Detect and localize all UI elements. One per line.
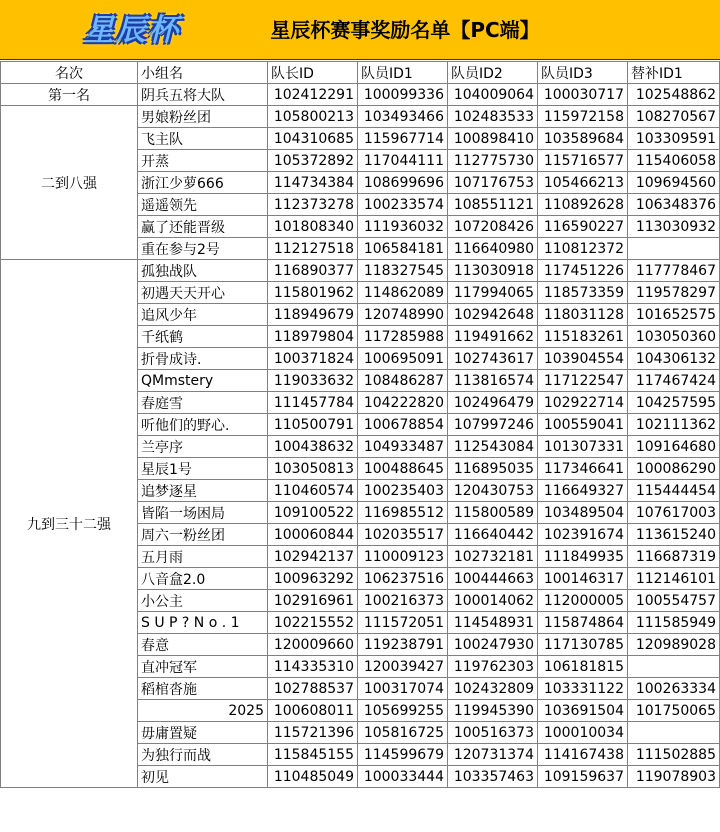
sub-id1-cell	[628, 722, 720, 744]
captain-id-cell: 100438632	[268, 436, 358, 458]
captain-id-cell: 100963292	[268, 568, 358, 590]
member-id3-cell: 102391674	[538, 524, 628, 546]
member-id1-cell: 106584181	[358, 238, 448, 260]
member-id2-cell: 112775730	[448, 150, 538, 172]
member-id3-cell: 100030717	[538, 84, 628, 106]
captain-id-cell: 100060844	[268, 524, 358, 546]
award-table	[0, 61, 720, 788]
sub-id1-cell	[628, 656, 720, 678]
team-name-cell: 浙江少萝666	[138, 172, 268, 194]
member-id2-cell: 100247930	[448, 634, 538, 656]
member-id3-cell: 117130785	[538, 634, 628, 656]
member-id1-cell: 120748990	[358, 304, 448, 326]
team-name-cell: 为独行而战	[138, 744, 268, 766]
captain-id-cell: 102788537	[268, 678, 358, 700]
member-id2-cell: 108551121	[448, 194, 538, 216]
member-id2-cell: 100014062	[448, 590, 538, 612]
sub-id1-cell: 112146101	[628, 568, 720, 590]
header-sub-id1: 替补ID1	[628, 62, 720, 84]
member-id3-cell: 105466213	[538, 172, 628, 194]
member-id1-cell: 103493466	[358, 106, 448, 128]
member-id1-cell: 100235403	[358, 480, 448, 502]
member-id1-cell: 100233574	[358, 194, 448, 216]
sub-id1-cell: 117778467	[628, 260, 720, 282]
captain-id-cell: 118949679	[268, 304, 358, 326]
sub-id1-cell: 119578297	[628, 282, 720, 304]
member-id1-cell: 114862089	[358, 282, 448, 304]
member-id3-cell: 103489504	[538, 502, 628, 524]
team-name-cell: QMmstery	[138, 370, 268, 392]
sub-id1-cell: 104306132	[628, 348, 720, 370]
member-id1-cell: 104222820	[358, 392, 448, 414]
member-id2-cell: 114548931	[448, 612, 538, 634]
captain-id-cell: 104310685	[268, 128, 358, 150]
captain-id-cell: 114734384	[268, 172, 358, 194]
member-id1-cell: 114599679	[358, 744, 448, 766]
member-id2-cell: 107997246	[448, 414, 538, 436]
captain-id-cell: 115721396	[268, 722, 358, 744]
captain-id-cell: 103050813	[268, 458, 358, 480]
member-id1-cell: 105699255	[358, 700, 448, 722]
team-name-cell: 春庭雪	[138, 392, 268, 414]
team-name-cell: 皆陷一场困局	[138, 502, 268, 524]
captain-id-cell: 119033632	[268, 370, 358, 392]
member-id3-cell: 117346641	[538, 458, 628, 480]
member-id1-cell: 110009123	[358, 546, 448, 568]
captain-id-cell: 118979804	[268, 326, 358, 348]
sub-id1-cell: 102111362	[628, 414, 720, 436]
member-id2-cell: 119945390	[448, 700, 538, 722]
team-name-cell: 直冲冠军	[138, 656, 268, 678]
captain-id-cell: 109100522	[268, 502, 358, 524]
rank-cell: 二到八强	[1, 106, 138, 260]
member-id1-cell: 117285988	[358, 326, 448, 348]
team-name-cell: 追梦逐星	[138, 480, 268, 502]
member-id3-cell: 103691504	[538, 700, 628, 722]
sub-id1-cell: 107617003	[628, 502, 720, 524]
captain-id-cell: 110500791	[268, 414, 358, 436]
team-name-cell: 春意	[138, 634, 268, 656]
member-id1-cell: 104933487	[358, 436, 448, 458]
captain-id-cell: 105372892	[268, 150, 358, 172]
team-name-cell: 稻棺沓施	[138, 678, 268, 700]
member-id3-cell: 115716577	[538, 150, 628, 172]
sub-id1-cell: 102548862	[628, 84, 720, 106]
member-id1-cell: 100099336	[358, 84, 448, 106]
member-id3-cell: 117451226	[538, 260, 628, 282]
rank-cell: 第一名	[1, 84, 138, 106]
member-id2-cell: 117994065	[448, 282, 538, 304]
member-id1-cell: 102035517	[358, 524, 448, 546]
member-id2-cell: 113030918	[448, 260, 538, 282]
member-id1-cell: 100678854	[358, 414, 448, 436]
rank-cell: 九到三十二强	[1, 260, 138, 788]
sub-id1-cell: 119078903	[628, 766, 720, 788]
member-id3-cell: 115972158	[538, 106, 628, 128]
member-id3-cell: 115874864	[538, 612, 628, 634]
member-id2-cell: 104009064	[448, 84, 538, 106]
member-id3-cell: 103331122	[538, 678, 628, 700]
team-name-cell: 开蒸	[138, 150, 268, 172]
member-id2-cell: 102942648	[448, 304, 538, 326]
member-id1-cell: 111572051	[358, 612, 448, 634]
team-name-cell: 初遇天天开心	[138, 282, 268, 304]
member-id1-cell: 100216373	[358, 590, 448, 612]
member-id1-cell: 116985512	[358, 502, 448, 524]
member-id3-cell: 101307331	[538, 436, 628, 458]
header-row	[1, 62, 720, 84]
table-row	[1, 260, 720, 282]
sub-id1-cell: 100263334	[628, 678, 720, 700]
table-row	[1, 106, 720, 128]
member-id2-cell: 102743617	[448, 348, 538, 370]
member-id3-cell: 106181815	[538, 656, 628, 678]
member-id3-cell: 116590227	[538, 216, 628, 238]
member-id3-cell: 100010034	[538, 722, 628, 744]
member-id3-cell: 111849935	[538, 546, 628, 568]
member-id2-cell: 100898410	[448, 128, 538, 150]
team-name-cell: 男娘粉丝团	[138, 106, 268, 128]
member-id1-cell: 120039427	[358, 656, 448, 678]
captain-id-cell: 102942137	[268, 546, 358, 568]
member-id2-cell: 119491662	[448, 326, 538, 348]
captain-id-cell: 112127518	[268, 238, 358, 260]
team-name-cell: 遥遥领先	[138, 194, 268, 216]
team-name-cell: 兰亭序	[138, 436, 268, 458]
captain-id-cell: 114335310	[268, 656, 358, 678]
header-captain-id: 队长ID	[268, 62, 358, 84]
header-team: 小组名	[138, 62, 268, 84]
sub-id1-cell: 111502885	[628, 744, 720, 766]
member-id3-cell: 100146317	[538, 568, 628, 590]
team-name-cell: 小公主	[138, 590, 268, 612]
captain-id-cell: 115801962	[268, 282, 358, 304]
sub-id1-cell: 120989028	[628, 634, 720, 656]
sub-id1-cell: 108270567	[628, 106, 720, 128]
member-id3-cell: 118031128	[538, 304, 628, 326]
member-id3-cell: 117122547	[538, 370, 628, 392]
member-id1-cell: 119238791	[358, 634, 448, 656]
header-rank: 名次	[1, 62, 138, 84]
sub-id1-cell: 101750065	[628, 700, 720, 722]
member-id2-cell: 100444663	[448, 568, 538, 590]
event-logo	[62, 9, 202, 53]
captain-id-cell: 100608011	[268, 700, 358, 722]
member-id3-cell: 110812372	[538, 238, 628, 260]
captain-id-cell: 102412291	[268, 84, 358, 106]
member-id2-cell: 112543084	[448, 436, 538, 458]
team-name-cell: 重在参与2号	[138, 238, 268, 260]
member-id3-cell: 102922714	[538, 392, 628, 414]
page-title: 星辰杯赛事奖励名单【PC端】	[270, 18, 540, 42]
member-id2-cell: 115800589	[448, 502, 538, 524]
member-id2-cell: 102483533	[448, 106, 538, 128]
sub-id1-cell: 103309591	[628, 128, 720, 150]
member-id1-cell: 117044111	[358, 150, 448, 172]
team-name-cell: 五月雨	[138, 546, 268, 568]
team-name-cell: 星辰1号	[138, 458, 268, 480]
member-id1-cell: 100033444	[358, 766, 448, 788]
member-id3-cell: 118573359	[538, 282, 628, 304]
sub-id1-cell: 101652575	[628, 304, 720, 326]
member-id2-cell: 102496479	[448, 392, 538, 414]
team-name-cell: 八音盒2.0	[138, 568, 268, 590]
sub-id1-cell: 117467424	[628, 370, 720, 392]
header-member-id2: 队员ID2	[448, 62, 538, 84]
sub-id1-cell: 103050360	[628, 326, 720, 348]
sub-id1-cell: 115444454	[628, 480, 720, 502]
captain-id-cell: 105800213	[268, 106, 358, 128]
member-id3-cell: 114167438	[538, 744, 628, 766]
member-id2-cell: 107176753	[448, 172, 538, 194]
captain-id-cell: 116890377	[268, 260, 358, 282]
member-id2-cell: 103357463	[448, 766, 538, 788]
member-id3-cell: 116649327	[538, 480, 628, 502]
team-name-cell: 飞主队	[138, 128, 268, 150]
team-name-cell: 折骨成诗.	[138, 348, 268, 370]
member-id3-cell: 115183261	[538, 326, 628, 348]
sub-id1-cell: 116687319	[628, 546, 720, 568]
team-name-cell: 阴兵五将大队	[138, 84, 268, 106]
team-name-cell: 毋庸置疑	[138, 722, 268, 744]
sub-id1-cell	[628, 238, 720, 260]
member-id2-cell: 100516373	[448, 722, 538, 744]
captain-id-cell: 110485049	[268, 766, 358, 788]
team-name-cell: 听他们的野心.	[138, 414, 268, 436]
member-id1-cell: 111936032	[358, 216, 448, 238]
member-id1-cell: 108486287	[358, 370, 448, 392]
member-id1-cell: 106237516	[358, 568, 448, 590]
member-id2-cell: 116640442	[448, 524, 538, 546]
member-id1-cell: 100488645	[358, 458, 448, 480]
sub-id1-cell: 115406058	[628, 150, 720, 172]
team-name-cell: 2025	[138, 700, 268, 722]
member-id3-cell: 103589684	[538, 128, 628, 150]
member-id3-cell: 110892628	[538, 194, 628, 216]
member-id3-cell: 103904554	[538, 348, 628, 370]
member-id1-cell: 100317074	[358, 678, 448, 700]
team-name-cell: 追风少年	[138, 304, 268, 326]
member-id2-cell: 116895035	[448, 458, 538, 480]
header-member-id3: 队员ID3	[538, 62, 628, 84]
captain-id-cell: 102215552	[268, 612, 358, 634]
team-name-cell: S U P ? N o . 1	[138, 612, 268, 634]
member-id2-cell: 119762303	[448, 656, 538, 678]
member-id1-cell: 115967714	[358, 128, 448, 150]
logo-text: 星辰杯	[84, 13, 180, 48]
sub-id1-cell: 106348376	[628, 194, 720, 216]
sub-id1-cell: 113615240	[628, 524, 720, 546]
sub-id1-cell: 109164680	[628, 436, 720, 458]
table-row	[1, 84, 720, 106]
header-member-id1: 队员ID1	[358, 62, 448, 84]
member-id2-cell: 102432809	[448, 678, 538, 700]
member-id2-cell: 120731374	[448, 744, 538, 766]
captain-id-cell: 102916961	[268, 590, 358, 612]
captain-id-cell: 110460574	[268, 480, 358, 502]
member-id2-cell: 107208426	[448, 216, 538, 238]
member-id1-cell: 118327545	[358, 260, 448, 282]
member-id2-cell: 120430753	[448, 480, 538, 502]
sub-id1-cell: 111585949	[628, 612, 720, 634]
member-id1-cell: 105816725	[358, 722, 448, 744]
captain-id-cell: 115845155	[268, 744, 358, 766]
team-name-cell: 千纸鹤	[138, 326, 268, 348]
member-id3-cell: 109159637	[538, 766, 628, 788]
member-id1-cell: 100695091	[358, 348, 448, 370]
team-name-cell: 周六一粉丝团	[138, 524, 268, 546]
sub-id1-cell: 100086290	[628, 458, 720, 480]
captain-id-cell: 112373278	[268, 194, 358, 216]
member-id3-cell: 112000005	[538, 590, 628, 612]
captain-id-cell: 120009660	[268, 634, 358, 656]
sub-id1-cell: 104257595	[628, 392, 720, 414]
team-name-cell: 孤独战队	[138, 260, 268, 282]
sub-id1-cell: 100554757	[628, 590, 720, 612]
title-bar	[0, 0, 720, 60]
member-id1-cell: 108699696	[358, 172, 448, 194]
member-id3-cell: 100559041	[538, 414, 628, 436]
captain-id-cell: 101808340	[268, 216, 358, 238]
team-name-cell: 赢了还能晋级	[138, 216, 268, 238]
captain-id-cell: 111457784	[268, 392, 358, 414]
sub-id1-cell: 109694560	[628, 172, 720, 194]
member-id2-cell: 116640980	[448, 238, 538, 260]
team-name-cell: 初见	[138, 766, 268, 788]
sub-id1-cell: 113030932	[628, 216, 720, 238]
member-id2-cell: 113816574	[448, 370, 538, 392]
member-id2-cell: 102732181	[448, 546, 538, 568]
captain-id-cell: 100371824	[268, 348, 358, 370]
